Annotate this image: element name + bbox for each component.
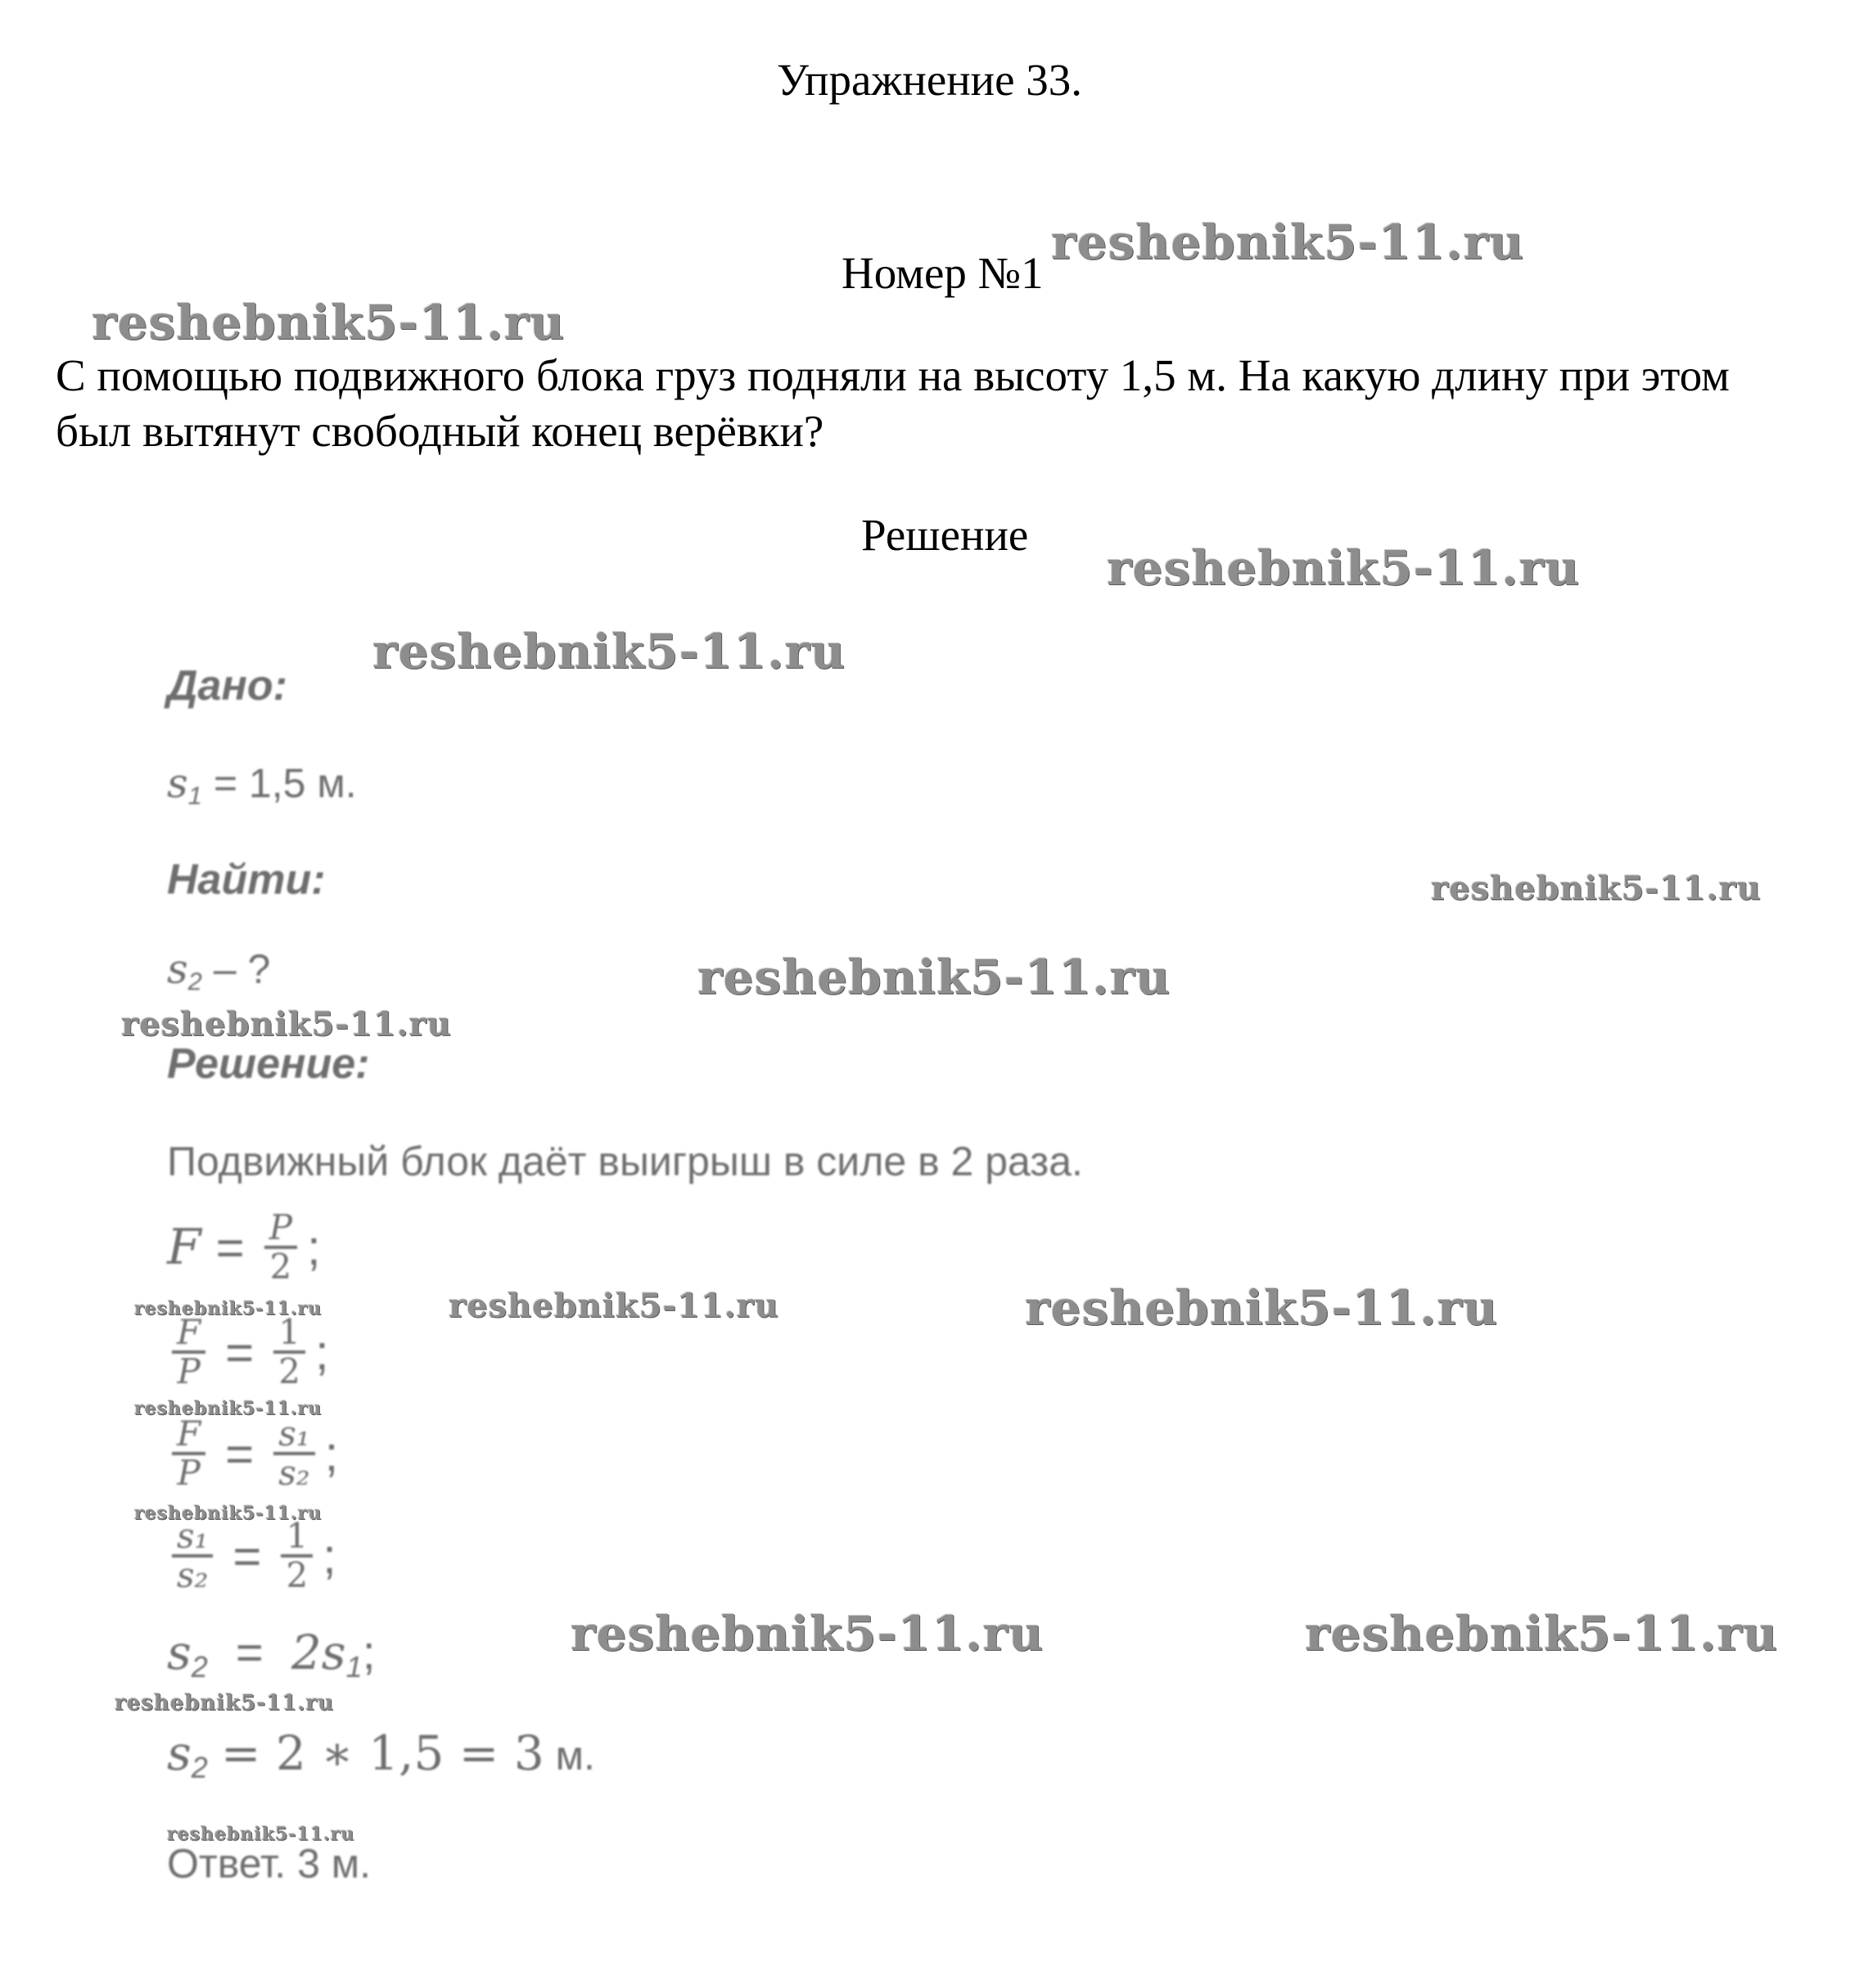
eq3-right-numerator: s₁ — [273, 1416, 314, 1455]
solution-heading: Решение — [861, 510, 1029, 560]
eq1-lhs: F — [167, 1219, 201, 1277]
eq6-lhs-sub: 2 — [191, 1751, 208, 1785]
find-s2-sub: 2 — [187, 967, 202, 996]
eq3-left-denominator: P — [177, 1453, 201, 1494]
eq5-lhs-sub: 2 — [191, 1650, 208, 1684]
watermark: reshebnik5-11.ru — [372, 624, 846, 679]
watermark: reshebnik5-11.ru — [134, 1298, 323, 1319]
eq4-right-numerator: 1 — [281, 1518, 313, 1557]
watermark: reshebnik5-11.ru — [92, 295, 566, 350]
eq3-end: ; — [324, 1426, 339, 1481]
eq5-equals: = — [235, 1626, 264, 1679]
eq2-right-fraction — [273, 1314, 305, 1390]
equation-3 — [167, 1413, 339, 1494]
equation-5 — [167, 1625, 376, 1684]
watermark: reshebnik5-11.ru — [167, 1823, 355, 1845]
given-label: Дано: — [167, 662, 287, 710]
eq4-right-denominator: 2 — [286, 1555, 309, 1596]
find-s2-value: – ? — [213, 946, 271, 992]
given-s1-value: = 1,5 м. — [213, 760, 357, 806]
eq5-lhs-var: s — [167, 1625, 192, 1680]
solution-label: Решение: — [167, 1040, 370, 1088]
watermark: reshebnik5-11.ru — [571, 1606, 1045, 1661]
watermark: reshebnik5-11.ru — [1107, 540, 1581, 596]
exercise-title: Упражнение 33. — [776, 55, 1083, 105]
eq6-lhs-var: s — [167, 1725, 192, 1781]
eq4-left-fraction — [172, 1518, 213, 1594]
eq5-end: ; — [362, 1626, 376, 1679]
eq4-left-numerator: s₁ — [172, 1518, 213, 1557]
answer: Ответ. 3 м. — [167, 1841, 372, 1887]
find-label: Найти: — [167, 856, 326, 904]
watermark: reshebnik5-11.ru — [134, 1398, 323, 1419]
eq2-left-denominator: P — [177, 1351, 201, 1392]
watermark: reshebnik5-11.ru — [115, 1691, 335, 1715]
eq4-end: ; — [323, 1528, 336, 1584]
eq2-right-numerator: 1 — [273, 1314, 305, 1354]
eq6-rhs: = 2 ∗ 1,5 = 3 — [220, 1725, 544, 1781]
problem-number: Номер №1 — [842, 248, 1044, 298]
eq4-right-fraction — [281, 1518, 313, 1594]
watermark: reshebnik5-11.ru — [1051, 214, 1525, 270]
eq5-rhs-sub: 1 — [345, 1650, 363, 1684]
watermark: reshebnik5-11.ru — [1025, 1280, 1499, 1336]
eq1-end: ; — [306, 1219, 321, 1275]
eq4-equals: = — [232, 1528, 262, 1584]
given-s1 — [167, 760, 357, 811]
equation-1 — [167, 1207, 321, 1287]
watermark: reshebnik5-11.ru — [697, 949, 1171, 1005]
eq3-left-fraction — [172, 1413, 205, 1494]
eq1-numerator: P — [264, 1210, 297, 1249]
eq5-rhs-var: 2s — [291, 1625, 346, 1680]
equation-2 — [167, 1314, 329, 1390]
eq2-left-fraction — [172, 1314, 205, 1390]
problem-text: С помощью подвижного блока груз подняли на высоту 1,5 м. На какую длину при этом был вытянут свободный конец верёвки? — [56, 350, 1730, 456]
given-s1-sub: 1 — [187, 781, 202, 810]
eq3-right-fraction — [273, 1413, 314, 1494]
watermark: reshebnik5-11.ru — [1305, 1606, 1779, 1661]
find-s2-var: s — [167, 945, 188, 993]
eq3-right-denominator: s₂ — [278, 1453, 310, 1494]
eq2-left-numerator: F — [172, 1314, 205, 1354]
watermark: reshebnik5-11.ru — [121, 1005, 452, 1044]
equation-6 — [167, 1725, 595, 1785]
eq1-denominator: 2 — [269, 1246, 292, 1287]
eq3-equals: = — [225, 1426, 255, 1481]
eq4-left-denominator: s₂ — [177, 1555, 209, 1596]
eq2-end: ; — [314, 1324, 329, 1380]
eq3-left-numerator: F — [172, 1416, 205, 1455]
equation-4 — [167, 1518, 336, 1594]
eq1-fraction — [264, 1207, 297, 1287]
eq2-equals: = — [225, 1324, 255, 1380]
find-s2 — [167, 945, 270, 997]
eq1-equals: = — [215, 1219, 245, 1275]
given-s1-var: s — [167, 760, 188, 807]
watermark: reshebnik5-11.ru — [134, 1503, 323, 1524]
eq2-right-denominator: 2 — [278, 1351, 300, 1392]
eq6-unit: м. — [544, 1733, 595, 1778]
solution-statement: Подвижный блок даёт выигрыш в силе в 2 раза. — [167, 1138, 1083, 1184]
watermark: reshebnik5-11.ru — [449, 1287, 779, 1325]
watermark: reshebnik5-11.ru — [1431, 869, 1762, 908]
